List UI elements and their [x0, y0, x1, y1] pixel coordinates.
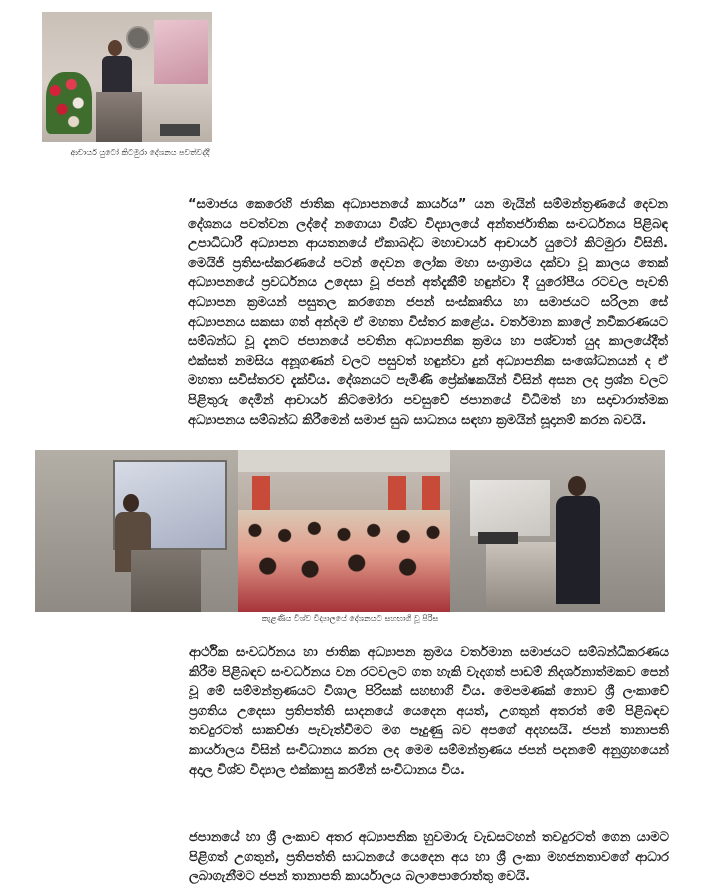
speaker-head [568, 476, 586, 496]
speaker-photo-right [450, 450, 665, 612]
audience-photo-strip [35, 450, 665, 612]
flower-arrangement [46, 72, 92, 134]
paragraph-future-exchange: ජපානයේ හා ශ්‍රී ලංකාව අතර අධ්‍යාපනික හුවමාරු වැඩසටහන් තවදුරටත් ගෙන යාමට පිළිගත් උගතුන්, ප්‍රතිපත්ති සාධනයේ යෙදෙන අය හා ශ්‍රී ලංකා මහජනතාවගේ ආධාර ලබාගැනීමට ජපන් තානාපති කාර්යාලය බලාපොරොත්තු වෙයි. [189, 830, 669, 885]
wall-fan [126, 26, 150, 50]
audience-crowd [238, 510, 450, 612]
laptop [160, 124, 200, 136]
paragraph-lecture-summary: “සමාජය කෙරෙහි ජාතික අධ්‍යාපනයේ කාර්යය” යන මැයින් සම්මන්ත්‍රණයේ දෙවන දේශනය පවත්වන ලද්දේ නගොයා විශ්ව විද්‍යාලයේ අන්තර්ජාතික සංවර්ධනය පිළිබඳ උපාධිධාරී අධ්‍යාපන ආයතනයේ ඒකාබද්ධ මහාචාර්ය ආචාර්ය යුටෝ කිටමුරා විසිනි. මෙයිජි ප්‍රතිසංස්කරණයේ පටන් දෙවන ලෝක මහා සංග්‍රාමය දක්වා වූ කාලය තෙක් අධ්‍යාපනයේ ප්‍රවර්ධනය උදෙසා වූ ජපන් අත්දැකීම් හඳුන්වා දී යුරෝපීය රටවල පැවති අධ්‍යාපන ක්‍රමයන් පසුතල කරගෙන ජපන් සංස්කෘතිය හා සමාජයට සරිලන සේ අධ්‍යාපනය සකසා ගත් අන්දම ඒ මහතා විස්තර කළේය. වර්තමාන කාලේ නවීකරණයට සම්බන්ධ වූ දැනට ජපානයේ පවතින අධ්‍යාපනික ක්‍රමය හා පශ්චාත් යුද කාලයේදීත් එක්සත් නමසිය අනූගණන් වලට පසුවත් හඳුන්වා දුන් අධ්‍යාපනික සංශෝධනයන් ද ඒ මහතා සවිස්තරව දැක්විය. දේශනයට පැමිණි ප්‍රේක්ෂකයින් විසින් අසන ලද ප්‍රශ්න වලට පිළිතුරු දෙමින් ආචාර්ය කිටමෝරා පවසුවේ ජපානයේ විධිමත් හා සදාචාරාත්මක අධ්‍යාපනය සම්බන්ධ කිරීමෙන් සමාජ සුබ සාධනය සඳහා ක්‍රමයින් සූදානම් කරන බවයි. [188, 197, 668, 428]
podium [96, 92, 142, 142]
speaker-photo-left [35, 450, 238, 612]
ceiling [238, 450, 450, 472]
speaker-head [108, 40, 122, 56]
podium [131, 550, 201, 612]
projection-screen [470, 480, 550, 536]
paragraph-seminar-outcome: ආර්ථික සංවර්ධනය හා ජාතික අධ්‍යාපන ක්‍රමය වර්තමාන සමාජයට සම්බන්ධීකරණය කිරීම පිළිබඳව සංවර්ධනය වන රටවලට ගත හැකි වැදගත් පාඩම් නිදර්ශනාත්මකව පෙන් වූ මේ සම්මන්ත්‍රණයට විශාල පිරිසක් සහභාගි විය. මෙපමණක් නොව ශ්‍රී ලංකාවේ ප්‍රගතිය උදෙසා ප්‍රතිපත්ති සාදනයේ යෙදෙන අයත්, උගතුන් අතරත් මේ පිළිබඳව තවදුරටත් සාකච්ඡා පැවැත්වීමට මග පෑදුණු බව අපගේ අදහසයි. ජපන් තානාපති කාර්යාලය විසින් සංවිධානය කරන ලද මෙම සම්මන්ත්‍රණය ජපන් පදනමේ අනුග්‍රහයෙන් අදාල විශ්ව විද්‍යාල එක්කාසු කරමින් සංවිධානය විය. [189, 645, 669, 778]
lecturer-photo [42, 12, 212, 142]
window [388, 476, 406, 512]
lecturer-photo-caption: ආචාර්ය යුටෝ කිටමුරා දේශනය පවත්වද්දී [70, 148, 210, 157]
speaker-head [123, 494, 139, 512]
laptop [478, 532, 518, 544]
speaker-body [556, 496, 600, 604]
projection-screen [154, 20, 208, 84]
audience-photo [238, 450, 450, 612]
audience-photo-caption: කැළණිය විශ්ව විද්‍යාලයේ දේශනයට සහභාගි වූ පිරිස [261, 614, 439, 623]
window [252, 476, 270, 512]
podium [486, 542, 556, 612]
window [422, 476, 440, 512]
